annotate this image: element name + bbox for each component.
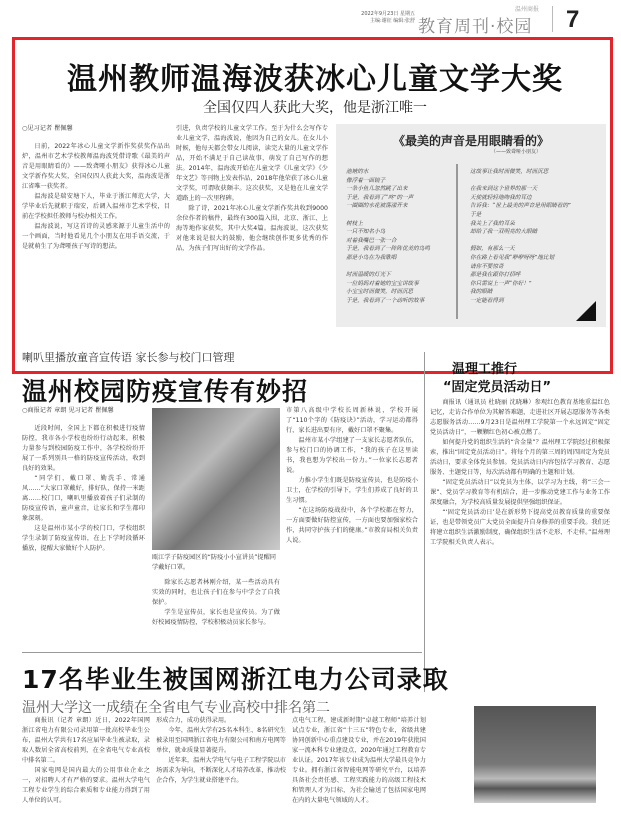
poem-line: 我的眼睛 (470, 289, 493, 296)
poem-line: 一定能看得到 (470, 297, 504, 304)
byline: ○商报记者 章朗 见习记者 瞿佩馨 (22, 407, 114, 414)
third-article-col3 (292, 716, 426, 834)
poem-line: 小宝宝时而微笑，时而沉思 (346, 289, 414, 296)
poem-line: 一圈圈的水花被荡漾开来 (346, 203, 408, 210)
poem-line: 于是 (470, 211, 482, 218)
lead-article-col1 (22, 124, 170, 364)
poem-line: 像浮着一面镜子 (346, 177, 386, 184)
third-article-col1 (22, 716, 150, 834)
poem-line: 于是，我看到了一阵阵优美的鸟鸣 (346, 246, 430, 253)
paragraph: 温州市某小学组建了一支家长志愿者队伍，参与校门口的协调工作，“我的孩子在这里读书，我也想为学校出一份力。”一位家长志愿者说。 (286, 437, 418, 474)
paragraph: 商报讯（通讯员 杜晓丽 沈晓琳）参观红色教育基地重温红色记忆，走访合作单位为其解答难题，走进社区开展志愿服务等各类志愿服务活动……9月23日是温州理工学院第一个永远固定“固定党员活动日”，一颗颗红色初心被点燃了。 (430, 399, 610, 436)
paragraph: 市第八高级中学校长周新林说，学校开展了“110个字的《防疫诀》”活动，学习运动都得行，家长进出要有序，戴好口罩不聚集。 (286, 407, 418, 434)
poem-line: 却给了我一双明亮的大眼睛 (470, 229, 538, 236)
header-divider (552, 6, 553, 32)
paragraph: 近段时间，全国上下都在积极进行疫情防控，我市各小学校也纷纷行动起来，积极力量参与到校园防疫工作中，各学校纷纷开展了一系列别具一格的防疫宣传活动，收到良好的效果。 (22, 425, 145, 472)
second-article-col2 (152, 578, 280, 642)
poem-line: 于是，我看到了“咚”的一声 (346, 194, 414, 201)
paragraph: 温海波说，写这首诗的灵感来源于儿童生活中的一个画面，当时他看见几个小朋友在用手语交流，于是就萌生了为聋哑孩子写诗的想法。 (22, 223, 170, 250)
editors-text: 主编:谢征 编辑:张舒 (370, 18, 415, 24)
paragraph: 今年，温州大学有25名本科生、8名研究生被录用至国网浙江省电力有限公司和南方电网等单位，就业质量显著提升。 (156, 727, 286, 754)
second-article-col3 (286, 406, 418, 642)
poem-line: 我关上了我的耳朵 (470, 220, 515, 227)
second-article-col1 (22, 406, 145, 642)
poem-line: 那是小鸟在为我歌唱 (346, 254, 397, 261)
paragraph: 如何提升党的组织生活的“含金量”？温州理工学院经过积极探索，推出“固定党员活动日”。将每个月的第三周的周四固定为党员活动日，要求全体党员参加。党员活动日内容包括学习教育、志愿服务、主题党日等，每次活动都有明确的主题和计划。 (430, 439, 610, 476)
lead-article-title: 温州教师温海波获冰心儿童文学大奖 (67, 62, 563, 97)
poem-line: 告诉我：“世上最美的声音是用眼睛看的” (470, 203, 571, 210)
poem-line: 于是，我看到了一个动听的故事 (346, 297, 425, 304)
paragraph: “固定党员活动日”以党员为主体，以学习为主线，将“三会一课”、党员学习教育等有机结合，进一步推动党建工作与业务工作深度融合，为学校高质量发展提供坚强组织保证。 (430, 479, 610, 506)
stanza-gap (470, 237, 602, 246)
poem-line: 天使就轻轻地吻我的耳边 (470, 194, 532, 201)
poem-line: 时而温暖的灯光下 (346, 272, 391, 279)
paragraph: 点电气工程，建成新时期“卓越工程师”培养计划试点专业，浙江省“十三五”特色专业，省级共建协同创新中心重点建设专业，并在2019年获批国家一流本科专业建设点，2020年通过工程教育专业认证。2017年该专业成为温州大学最具竞争力专业。拥有浙江省智能电网等研究平台，以培养具备社会责任感、工程实践能力的高级工程技术和管理人才为目标，为社会输送了包括国家电网在内的大量电气领域的人才。 (292, 717, 426, 804)
paragraph: 力推小学生们既是防疫宣传员，也是防疫小卫士，在学校的引导下，学生们养成了良好的卫生习惯。 (286, 477, 418, 504)
paragraph: 日前，2022年冰心儿童文学新作奖获奖作品出炉，温州市艺术学校教师温海波凭借诗歌《最美的声音是用眼睛看的》——致聋哑小朋友》获得冰心儿童文学新作奖大奖，全国仅四人获此大奖，温海波是浙江省唯一获奖者。 (22, 143, 170, 190)
poem-line: 在我来到这个世界的那一天 (470, 186, 538, 193)
second-article-kicker: 喇叭里播放童音宣传语 家长参与校门口管理 (22, 351, 235, 364)
corner-triangle-decoration (576, 301, 596, 321)
poem-line: 假如，有那么一天 (470, 246, 515, 253)
poem-line: 这故事让我时而微笑，时而沉思 (470, 169, 549, 175)
paragraph: 国家电网是国内最大的公用事业企业之一，对招聘人才有严格的要求。温州大学电气工程专业学生的综合素质和专业能力得到了用人单位的认可。 (22, 767, 150, 804)
poem-box (336, 124, 606, 327)
poem-line: 对着我嘴巴一张一合 (346, 237, 397, 244)
poem-line: 树枝上 (346, 220, 363, 227)
poem-line: 你只需说上一声“你好！” (470, 280, 532, 287)
paragraph: 这是温州市某小学的校门口，学校组织学生录制了防疫宣传语，在上下学时段循环播放，提醒大家做好个人防护。 (22, 525, 145, 552)
third-article-subtitle: 温州大学这一成绩在全省电气专业高校中排名第二 (22, 700, 330, 716)
paragraph: 温海波是瑞安塘下人，毕业于浙江师范大学，大学毕业后先就职于瑞安，后调入温州市艺术学校，目前在学校担任教师与校办相关工作。 (22, 193, 170, 220)
poem-line: 一位妈妈对着她的宝宝讲故事 (346, 280, 419, 287)
third-article-col2 (156, 716, 286, 834)
stanza-gap (346, 211, 454, 220)
paragraph: 除家长志愿者林刚介绍，某一些活动具有实效的同时，也让孩子们在参与中学会了自我保护。 (152, 579, 280, 606)
graduates-building-photo (474, 706, 596, 803)
paragraph: “同学们，戴口罩、勤洗手、常通风……”大家口罩戴好，排好队，保持一米距离……校门口，喇叭里播放着孩子们录制的防疫宣传语，童声童音，让家长和学生都印象深刻。 (22, 475, 145, 522)
second-article-title: 温州校园防疫宣传有妙招 (22, 377, 309, 406)
poem-divider (456, 164, 458, 319)
paragraph: “‘固定党员活动日’是在新形势下提高党员教育质量的重要保证，也是带领党员广大党员全面提升自身修养的重要手段。我们还将建立组织生活激励制度，确保组织生活不走形、不走样。”温州理工学院相关负责人表示。 (430, 509, 610, 546)
section-divider (22, 652, 422, 653)
section-title: 教育周刊·校园 (418, 17, 533, 37)
poem-line: 一只不知名小鸟 (346, 229, 386, 236)
paragraph: 商报讯（记者 章朗）近日，2022年国网浙江省电力有限公司录用第一批高校毕业生公布，温州大学共有17名应届毕业生被录取，录取人数居全省高校前列，在全省电气专业高校中排名第二。 (22, 717, 150, 764)
side-article-title-line1: 温理工推行 (452, 362, 518, 377)
paragraph: “在这场防疫战役中，各个学校都在努力，一方面要做好防控宣传，一方面也要加强家校合作，共同守护孩子们的健康。”市教育局相关负责人说。 (286, 507, 418, 544)
lead-article-subtitle: 全国仅四人获此大奖，他是浙江唯一 (203, 100, 427, 116)
children-mask-photo (152, 408, 280, 550)
photo-caption: 瓯江学子防疫园区的“防疫小小宣讲员”提醒同学戴好口罩。 (152, 554, 276, 571)
stanza-gap (346, 263, 454, 272)
paragraph: 除了诗，2021年冰心儿童文学新作奖共收到9000余位作者的稿件，最终有300篇入围，北京、浙江、上海等地作家获奖，其中大奖4篇。温海波说，这次获奖对他来说是很大的鼓励，他会继续创作更多优秀的作品，为孩子们写出好的文学作品。 (176, 205, 328, 252)
poem-right-column (470, 168, 602, 306)
third-article-title: 17名毕业生被国网浙江电力公司录取 (22, 665, 449, 694)
paragraph: 近年来，温州大学电气与电子工程学院以市场需求为导向，不断深化人才培养改革，推动校企合作，为学生就业搭建平台。 (156, 757, 286, 784)
paragraph: 形成合力，成功获得录用。 (156, 717, 231, 724)
column-divider (424, 352, 425, 692)
poem-line: 一条小鱼儿忽然跳了出来 (346, 186, 408, 193)
page-number: 7 (566, 6, 580, 33)
paper-name: 温州商报 (515, 6, 540, 13)
poem-left-column (346, 168, 454, 306)
poem-line: 池塘的水 (346, 169, 369, 175)
poem-line: 请你不要惊奇 (470, 263, 504, 270)
paragraph: 引进，负责学校的儿童文学工作。至于为什么会写作专业儿童文学，温海波说，他因为自己的女儿。在女儿小时候，他每天都会带女儿阅读，读完大量的儿童文学作品，开始不满足于自己读故事，萌发了自己写作的想法。2014年，温海波开始在儿童文学《儿童文学》《少年文艺》等刊物上发表作品，2018年他荣获了冰心儿童文学奖，可谓收获颇丰。这次获奖，又是他在儿童文学道路上的一次里程碑。 (176, 125, 328, 202)
side-article-title-line2: “固定党员活动日” (443, 380, 552, 395)
poem-line: 那是我在跟你打招呼 (470, 272, 521, 279)
poem-title: 《最美的声音是用眼睛看的》 (392, 134, 549, 148)
stanza-gap (470, 177, 602, 186)
poem-dedication: （——致聋哑小朋友） (490, 149, 541, 155)
poem-line: 你在路上看见我“咿咿呀呀”地比划 (470, 254, 555, 261)
issue-date (320, 11, 415, 25)
date-text: 2022年9月23日 星期五 (361, 11, 415, 17)
lead-article-col2 (176, 124, 328, 364)
byline: ○见习记者 瞿佩馨 (22, 125, 73, 132)
side-article-body (430, 398, 610, 688)
paragraph: 学生是宣传员，家长也是宣传员。为了做好校园疫情防控，学校积极动员家长参与。 (152, 609, 280, 626)
